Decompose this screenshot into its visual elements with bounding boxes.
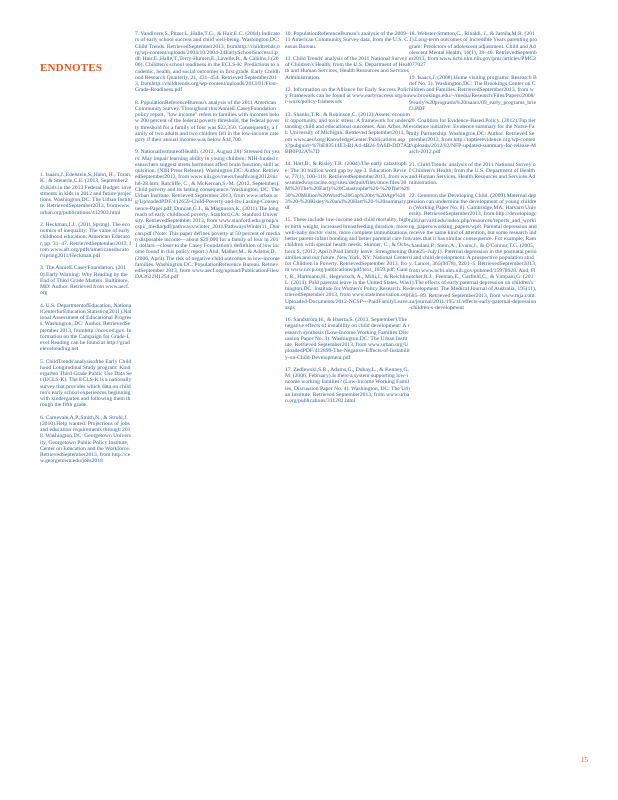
- endnote-21: 21. Child Trends' analysis of the 2011 National Survey of Children's Health, from the U.S. Department of Health and Human Services, Health Resources and Services Administration.: [409, 161, 536, 187]
- endnote-7: 7. Vandivere,S.,Pitzer,L.,Halle,T.G., & Hair,E.C. (2004).Indicators of early school success and child well-being. Washington,DC: Child Trends. RetrievedSeptember2013, fromhttp://childtrends.org/wp-content/uploads/2004/10/2004-24EarlySchoolSuccess1.pdf; Hair,E.,Halle,T.,Terry-Humen,E.,Lavelle,B., & Calkins,J.(2006). Children's school readiness in the ECLS-K: Predictions to academic, health, and social outcomes in first grade. Early Childhood Research Quarterly, 21, 431–454. Retrieved September2013, fromhttp://childtrends.org/wp-content/uploads/2013/01/First-Grade-Readiness.pdf: [135, 31, 280, 94]
- endnote-2: 2. Heckman,J.J., (2011,Spring). The economics of inequality: The value of early childhood education. American Educator, pp. 31–47. RetrievedSeptember2013, from www.aft.org/pdfs/americaneducator/spring2011/Heckman.pdf: [40, 221, 132, 259]
- endnotes-heading: ENDNOTES: [40, 62, 103, 74]
- page-number: 15: [581, 756, 588, 764]
- endnote-12: 12. Information on the Alliance for Early Success Policy Framework can be found at www.earlysuccess.org/our-work/policy-framework: [285, 86, 410, 106]
- endnote-5: 5. ChildTrends'analysisofthe Early Childhood Longitudinal Study program: Kindergarten Third Grade Public Use Data Set (ECLS-K). The ECLS-K is a nationally survey that provides which data on children's early school experiences beginning with kindergarten and following them through the fifth grade.: [40, 358, 132, 409]
- endnote-15: 15. These include low-income and child mortality, higher birth weight, increased breastfeeding duration, more well-baby doctor visits, more complete immunizations, better parent-infant bonding and better parental care for children with special health needs. Skinner, C., & Ochshorn,S. (2012, April).Paid family leave: Strengthening families and our future. New York, NY: National Center for Children in Poverty. RetrievedSeptember 2013, from www.nccp.org/publications/pdf/text_1059.pdf; Gault, B., Hartmann,H., Hegewisch, A., Milli,J., & Reichlin,L. (2014). Paid parental leave in the United States. Washington,DC: Institute for Women's Policy Research. RetrievedSeptember 2013, from www.stateinnovation.org/Uploaded-Documents/2012-NCSP---PaidFamilyLeave.aspx: [285, 217, 410, 311]
- endnote-10: 10. PopulationReferenceBureau's analysis of the 2009–11 American Community Survey data, from the U.S. Census Bureau.: [285, 31, 409, 50]
- endnote-13: 13. Shanks,T.R., & Robinson,C. (2012).Assets, economic opportunity, and toxic stress: A framework for understanding child and educational outcomes. Ann Arbor, MI: University of Michigan. Retrieved September2013, from www.aecf.org/KnowledgeCenter/Publications.aspx?pubguid=%7bE83514E3-B1A4-4B24-9A6D-DD7A2BB0F02A%7D: [285, 111, 411, 155]
- endnote-18: 18. Webster-Stratton,C., Rinaldi, J., & Jamila,M.R. (2011).Long-term outcomes of Incredible Years parenting program: Predictors of adolescent adjustment. Child and Adolescent Mental Health, 16(1), 38–46. RetrievedSeptember2013, from www.ncbi.nlm.nih.gov/pmc/articles/PMC3077027: [409, 31, 537, 69]
- endnotes-column-1: [40, 172, 132, 471]
- endnotes-column-3: [285, 31, 410, 410]
- endnote-11: 11. Child Trends' analysis of the 2011 National Survey of Children's Health, from the U.S. Department of Health and Human Services, Health Resources and Services Administration.: [285, 55, 410, 81]
- endnote-14: 14. Hart,B., & Risley,T.R. (2004).The early catastrophe: The 30 million word gap by age 3. Education Review, 77(1), 100–118. RetrievedSeptember2013, from www.unitedwayracine.org/sites/default/files/imce/files/30M%20The%20Early%20Catastrophe%20-%20The%2030%20Million%20Word%20Gap%20by%20Age%203%20-%20Risley%20and%20Hart%20-%20summary.pdf: [285, 161, 411, 211]
- endnote-9: 9. NationalInstituteofHealth. (2012, August 28). Stressed for years: May impair learning ability in young children: NIH-funded researchers suggest stress hormones affect brain function, skill acquisition. [NIH Press Release]. Washington,DC: Author. RetrievedSeptember2013, from www.nih.gov/news/health/aug2012/nichd-28.htm; Ratcliffe, C., & McKernan,S.-M. (2012, September).Child poverty and its lasting consequence. Washington, DC: The Urban Institute. Retrieved September 2013, from www.urban.org/UploadedPDF/412659-Child-Poverty-and-Its-Lasting-Consequence-Paper.pdf; Duncan,G.J., & Magnuson,K. (2011).The long reach of early childhood poverty. Stanford,CA: Stanford University. RetrievedSeptember 2013, from www.stanford.edu/group/scspi/_media/pdf/pathways/winter_2011/PathwaysWinter11_Duncan.pdf (Note: This paper defines poverty at 50 percent of median disposable income—about $29,000 for a family of four in 2011 dollars—closer to the Casey Foundation's definition of low income found in this policy report.) And, Mather,M., & Adams,D. (2006, April).The risk of negative child outcomes in low-income families. Washington,DC: PopulationReference Bureau. RetrievedSeptember 2013, from www.aecf.org/upload/PublicationFiles/DA3622H1254.pdf: [135, 149, 280, 281]
- endnote-16: 16. Sandstrom,H., & Huerta,S. (2013, September).The negative effects of instability on child development: A research synthesis (Low-Income Working Families Discussion Paper No. 3). Washington,DC: The Urban Institute. Retrieved September2013, from www.urban.org/UploadedPDF/412899-The-Negative-Effects-of-Instability-on-Child-Development.pdf: [285, 317, 410, 361]
- endnote-20: 20. Coalition for Evidence-Based Policy. (2012).Top tier evidence initiative: Evidence summary for the Nurse-Family Partnership. Washington,DC: Author. Retrieved September2013, from http://toptierevidence.org/wp-content/uploads/2012/02/NFP-updated-summary-for-release-March-2012.pdf: [409, 118, 536, 156]
- endnote-1: 1. Isaacs,J.,Edelstein,S.,Hahn, H., Toran,K., & Steuerle,C.E. (2013, September24).Kids in the 2013 Federal Budget: investments in kids in 2012 and future projections. Washington,DC: The Urban Institute. RetrievedSeptember2013, fromwww.urban.org/publications/412903.html: [40, 172, 132, 216]
- endnote-8: 8. PopulationReferenceBureau's analysis of the 2011 American Community Survey. Throughout this AnnieE.CaseyFoundation policy report, "low income" refers to families with incomes below 200 percent of the federal poverty threshold, the federal poverty threshold for a family of four was $22,350. Consequently, a family of two adults and two children fell in the low-income category if their annual income was below $44,700.: [135, 99, 280, 143]
- endnote-3: 3. The AnnieE.CaseyFoundation. (2010).Early Warning: Why Reading by the End of Third Grade Matters. Baltimore,MD: Author. Retrieved from www.aecf.org: [40, 265, 130, 297]
- endnote-6: 6. Carnevale,A.P.,Smith,N., & Strohl,J.(2010).Help wanted: Projections of jobs and education requirements through 2018. Washington,DC: Georgetown University, Georgetown Public Policy Institute, Center on Education and the Workforce. RetrievedSeptember2013, from http://cew.georgetown.edu/jobs2018: [40, 414, 131, 465]
- endnote-17: 17. Zedlewski,S.R., Adams,G., Dubay,L., & Kenney,G.M. (2006, February).Is there a system supporting low-income working families? (Low-Income Working Families, Discussion Paper No. 4). Washington, DC: The Urban Institute. Retrieved September2013, from www.urban.org/publications/311282.html: [285, 366, 410, 404]
- endnote-19: 19. Isaacs,J. (2008).Home visiting programs: Research Brief No. 3). Washington,DC: The Brookings Center on Children and Families. RetrievedSeptember2013, from www.brookings.edu/~/media/Research/Files/Papers/2008/9/early%20programs%20isaacs/09_early_programs_brief3.PDF: [409, 74, 537, 112]
- endnote-4: 4. U.S. DepartmentofEducation, NationalCenterforEducation Statistics(2011).National Assessment of Educational Progress. Washington, DC: Author. RetrievedSeptember 2013, fromhttp://nces.ed.gov. Information on the Campaign for Grade-Level Reading can be found at http://gradelevelreading.net: [40, 302, 132, 353]
- endnotes-column-4: [409, 31, 537, 317]
- endnotes-column-2: [135, 31, 280, 287]
- endnote-22: 22. Centeron the Developing Child. (2009).Maternal depression can undermine the development of young children (Working Paper No. 8). Cambridge,MA: Harvard University. RetrievedSeptember2013, from http://developingchild.harvard.edu/index.php/resources/reports_and_working_papers/working_papers/wp8. Parental depression and receive the same kind of attention, but some research indicates that it has similar consequence. For example, Ramchandani,P., Stein,A., Evans,J., & O'Connor,T.G. (2005, June25–July1). Paternal depression in the postnatal period and child development: A prospective population study. Lancet, 365(9478), 2201–5. RetrievedSeptember2013, from www.ncbi.nlm.nih.gov/pubmed/15978928. And, Fletcher,R.J., Feeman,E., Garfield,C., & Vimpani,G. (2011).The effects of early paternal depression on children's development. The Medical Journal of Australia, 195(11), 685–89. Retrieved September2013, from www.mja.com.au/journal/2011/195/11/effects-early-paternal-depression-children-s-development: [409, 192, 537, 311]
